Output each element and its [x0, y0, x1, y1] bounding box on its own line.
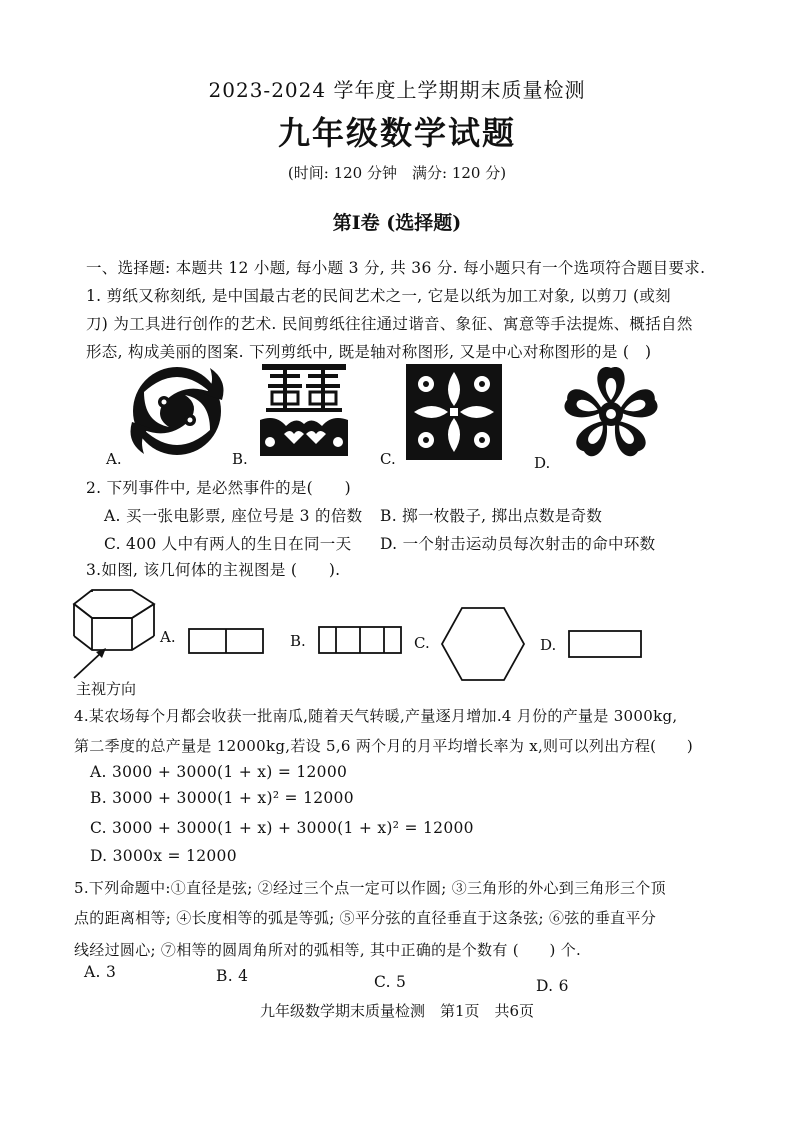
- q1-option-c: C.: [380, 450, 396, 468]
- papercut-a-icon: [124, 362, 230, 460]
- papercut-d-icon: [556, 360, 666, 466]
- page-footer: 九年级数学期末质量检测 第1页 共6页: [259, 1002, 535, 1020]
- q1-option-a: A.: [106, 450, 122, 468]
- q4-line1: 4.某农场每个月都会收获一批南瓜,随着天气转暖,产量逐月增加.4 月份的产量是 3000kg,: [74, 707, 678, 725]
- q4-line2: 第二季度的总产量是 12000kg,若设 5,6 两个月的月平均增长率为 x,则可以列出方程( ): [74, 737, 694, 755]
- q2-option-a: A. 买一张电影票, 座位号是 3 的倍数: [104, 507, 363, 525]
- q5-option-b: B. 4: [216, 967, 249, 985]
- q5-line1: 5.下列命题中:①直径是弦; ②经过三个点一定可以作圆; ③三角形的外心到三角形三个顶: [74, 879, 666, 897]
- q3-option-a-label: A.: [160, 628, 176, 646]
- q1-option-d: D.: [534, 454, 551, 472]
- q1-line2: 刀) 为工具进行创作的艺术. 民间剪纸往往通过谐音、象征、寓意等手法提炼、概括自然: [86, 315, 693, 333]
- q3-option-b-figure: [318, 626, 402, 654]
- q3-option-b-label: B.: [290, 632, 306, 650]
- q3-option-c-figure: [440, 606, 526, 682]
- q3-option-d-label: D.: [540, 636, 557, 654]
- q2-stem: 2. 下列事件中, 是必然事件的是( ): [86, 479, 351, 497]
- main-title: 九年级数学试题: [277, 114, 516, 152]
- q4-option-a: A. 3000 + 3000(1 + x) = 12000: [90, 763, 348, 781]
- q2-option-c: C. 400 人中有两人的生日在同一天: [104, 535, 352, 553]
- q3-stem: 3.如图, 该几何体的主视图是 ( ).: [86, 561, 341, 579]
- view-direction-label: 主视方向: [76, 680, 137, 698]
- q1-line1: 1. 剪纸又称刻纸, 是中国最古老的民间艺术之一, 它是以纸为加工对象, 以剪刀 (或刻: [86, 287, 671, 305]
- q4-option-b: B. 3000 + 3000(1 + x)² = 12000: [90, 789, 354, 807]
- q3-option-d-figure: [568, 630, 642, 658]
- q1-option-b: B.: [232, 450, 248, 468]
- section-intro: 一、选择题: 本题共 12 小题, 每小题 3 分, 共 36 分. 每小题只有一个选项符合题目要求.: [86, 259, 706, 277]
- q4-option-d: D. 3000x = 12000: [90, 847, 237, 865]
- q2-option-d: D. 一个射击运动员每次射击的命中环数: [380, 535, 656, 553]
- papercut-b-icon: [256, 360, 352, 460]
- year-title: 2023-2024 学年度上学期期末质量检测: [208, 78, 586, 102]
- time-info: (时间: 120 分钟 满分: 120 分): [287, 164, 507, 182]
- q5-line3: 线经过圆心; ⑦相等的圆周角所对的弧相等, 其中正确的是个数有 ( ) 个.: [74, 941, 582, 959]
- part-title: 第Ⅰ卷 (选择题): [332, 212, 462, 234]
- q2-option-b: B. 掷一枚骰子, 掷出点数是奇数: [380, 507, 603, 525]
- hexagonal-prism-figure: [70, 584, 160, 680]
- q1-line3: 形态, 构成美丽的图案. 下列剪纸中, 既是轴对称图形, 又是中心对称图形的是 ( ): [86, 343, 652, 361]
- q5-option-d: D. 6: [536, 977, 569, 995]
- q3-option-c-label: C.: [414, 634, 430, 652]
- papercut-c-icon: [404, 362, 504, 462]
- q3-option-a-figure: [188, 628, 264, 654]
- q5-line2: 点的距离相等; ④长度相等的弧是等弧; ⑤平分弦的直径垂直于这条弦; ⑥弦的垂直平分: [74, 909, 657, 927]
- q5-option-a: A. 3: [84, 963, 117, 981]
- q4-option-c: C. 3000 + 3000(1 + x) + 3000(1 + x)² = 12000: [90, 819, 474, 837]
- q5-option-c: C. 5: [374, 973, 407, 991]
